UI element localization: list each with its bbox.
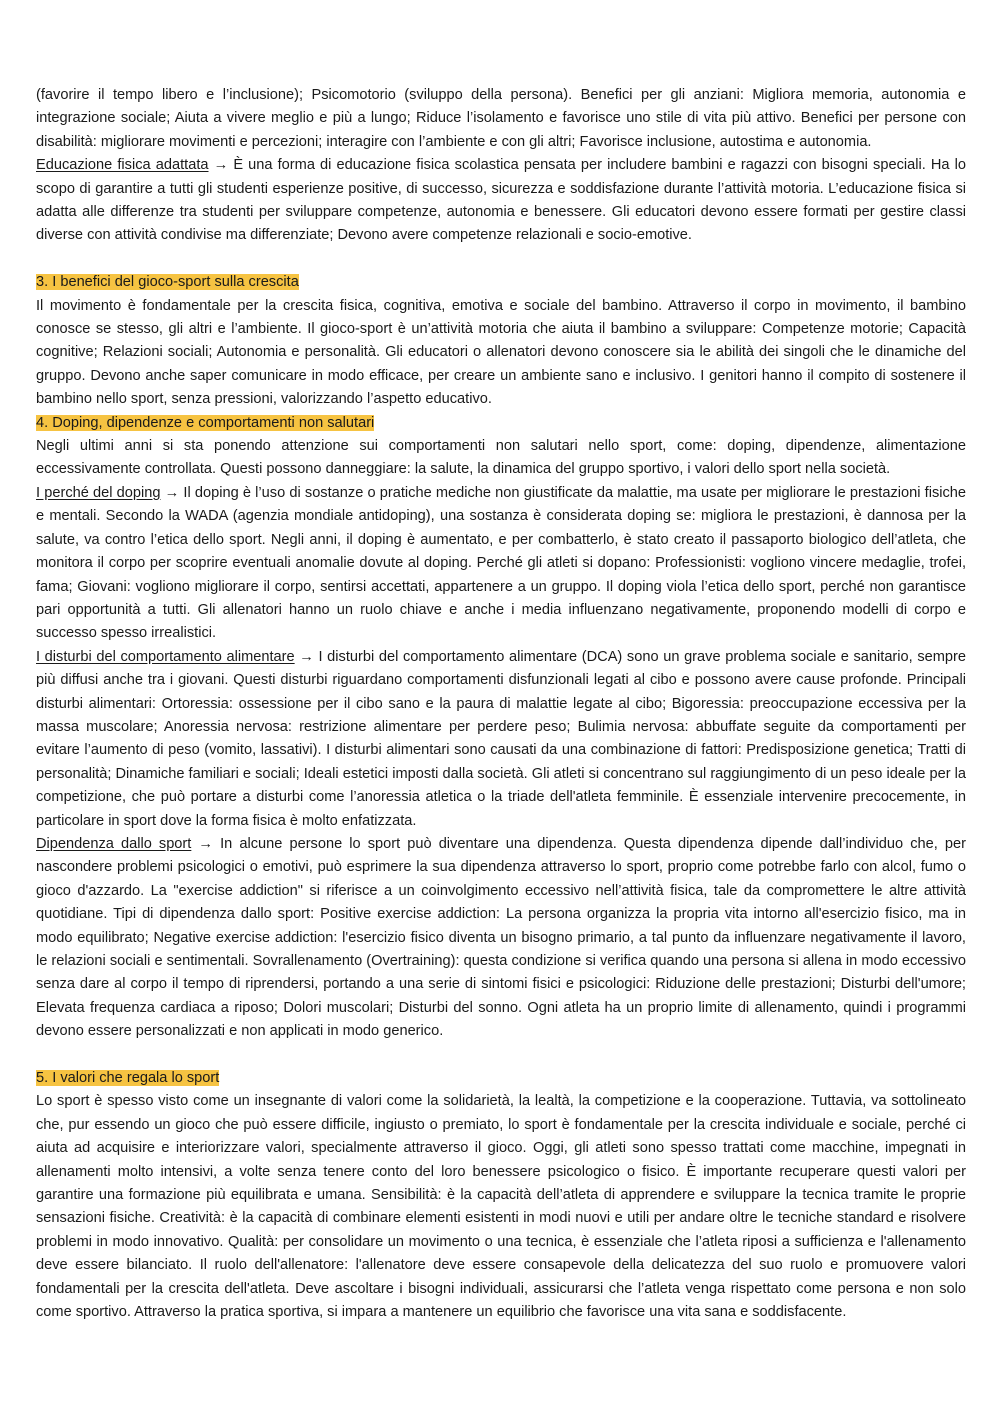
section4-paragraph: [36, 435, 966, 1044]
section4-heading-text: 4. Doping, dipendenze e comportamenti non salutari: [36, 414, 375, 431]
section2-intro-text: (favorire il tempo libero e l’inclusione); Psicomotorio (sviluppo della persona). Benefici per gli anziani: Migliora memoria, autonomia e integrazione sociale; Aiuta a vivere meglio e più a lungo; Riduce l’isolamento e favorisce uno stile di vita più attivo. Benefici per persone con disabilità: migliorare movimenti e percezioni; interagire con l’ambiente e con gli altri; Favorisce inclusione, autostima e autonomia.: [36, 87, 966, 150]
doping-subheading: I perché del doping: [36, 484, 161, 501]
blank-line: [36, 1044, 966, 1067]
section3-heading-text: 3. I benefici del gioco-sport sulla crescita: [36, 274, 299, 291]
doping-text: → Il doping è l’uso di sostanze o pratiche mediche non giustificate da malattie, ma usate per migliorare le prestazioni fisiche e mentali. Secondo la WADA (agenzia mondiale antidoping), una sostanza è considerata doping se: migliora le prestazioni, è dannosa per la salute, va contro l’etica dello sport. Negli anni, il doping è aumentato, e per combatterlo, è stato creato il passaporto biologico dell’atleta, che monitora il corpo per scoprire eventuali anomalie dovute al doping. Perché gli atleti si dopano: Professionisti: vogliono vincere medaglie, trofei, fama; Giovani: vogliono migliorare il corpo, sentirsi accettati, appartenere a un gruppo. Il doping viola l’etica dello sport, perché non garantisce pari opportunità a tutti. Gli allenatori hanno un ruolo chiave e anche i media influenzano negativamente, proponendo modelli di corpo e successo spesso irrealistici.: [36, 484, 967, 642]
adapted-pe-text: → È una forma di educazione fisica scolastica pensata per includere bambini e ragazzi con bisogni speciali. Ha lo scopo di garantire a tutti gli studenti esperienze positive, di successo, sicurezza e soddisfazione durante l’attività motoria. L’educazione fisica si adatta alle differenze tra studenti per sviluppare competenze, autonomia e benessere. Gli educatori devono essere formati per gestire classi diverse con attività condivise ma differenziate; Devono avere competenze relazionali e socio-emotive.: [36, 157, 967, 244]
section3-text: Il movimento è fondamentale per la crescita fisica, cognitiva, emotiva e sociale del bambino. Attraverso il corpo in movimento, il bambino conosce se stesso, gli altri e l’ambiente. Il gioco-sport è un’attività motoria che aiuta il bambino a sviluppare: Competenze motorie; Capacità cognitive; Relazioni sociali; Autonomia e personalità. Gli educatori o allenatori devono conoscere sia le abilità dei singoli che le dinamiche del gruppo. Devono anche saper comunicare in modo efficace, per creare un ambiente sano e inclusivo. I genitori hanno il compito di sostenere il bambino nello sport, senza pressioni, valorizzando l’aspetto educativo.: [36, 297, 966, 408]
section3-heading: [36, 271, 966, 294]
section5-heading: [36, 1067, 966, 1090]
sport-addiction-subheading: Dipendenza dallo sport: [36, 835, 192, 852]
blank-line: [36, 248, 966, 271]
adapted-pe-subheading: Educazione fisica adattata: [36, 157, 209, 174]
eating-disorders-text: → I disturbi del comportamento alimentare (DCA) sono un grave problema sociale e sanitario, sempre più diffusi anche tra i giovani. Questi disturbi riguardano comportamenti disfunzionali legati al cibo e possono avere cause profonde. Principali disturbi alimentari: Ortoressia: ossessione per il cibo sano e la paura di malattie legate al cibo; Bigoressia: preoccupazione eccessiva per la massa muscolare; Anoressia nervosa: restrizione alimentare per perdere peso; Bulimia nervosa: abbuffate seguite da comportamenti per evitare l’aumento di peso (vomito, lassativi). I disturbi alimentari sono causati da una combinazione di fattori: Predisposizione genetica; Tratti di personalità; Dinamiche familiari e sociali; Ideali estetici imposti dalla società. Gli atleti si concentrano sul raggiungimento di un peso ideale per la competizione, che può portare a disturbi come l’anoressia atletica o la triade dell'atleta femminile. È essenziale intervenire precocemente, in particolare in sport dove la forma fisica è molto enfatizzata.: [36, 648, 966, 829]
section5-heading-text: 5. I valori che regala lo sport: [36, 1070, 220, 1087]
section4-intro-text: Negli ultimi anni si sta ponendo attenzione sui comportamenti non salutari nello sport, come: doping, dipendenze, alimentazione eccessivamente controllata. Questi possono danneggiare: la salute, la dinamica del gruppo sportivo, i valori dello sport nella società.: [36, 438, 966, 478]
section5-text: Lo sport è spesso visto come un insegnante di valori come la solidarietà, la lealtà, la competizione e la cooperazione. Tuttavia, va sottolineato che, pur essendo un gioco che può essere difficile, ingiusto o premiato, lo sport è fondamentale per la crescita individuale e sociale, perché ci aiuta ad acquisire e interiorizzare valori, specialmente attraverso il gioco. Oggi, gli atleti sono spesso trattati come macchine, impegnati in allenamenti molto intensivi, a volte senza tenere conto del loro benessere psicologico o fisico. È importante recuperare questi valori per garantire una formazione più equilibrata e umana. Sensibilità: è la capacità dell’atleta di apprendere e sviluppare la tecnica tramite le proprie sensazioni fisiche. Creatività: è la capacità di combinare elementi esistenti in modi nuovi e utili per andare oltre le tecniche standard e risolvere problemi in modo innovativo. Qualità: per consolidare un movimento o una tecnica, è essenziale che l’atleta riposi a sufficienza e l'allenamento deve essere bilanciato. Il ruolo dell'allenatore: l'allenatore deve essere consapevole della delicatezza del suo ruolo e promuovere valori fondamentali per la crescita dell'atleta. Deve ascoltare i bisogni individuali, assicurarsi che l’atleta venga rispettato come persona e non solo come sportivo. Attraverso la pratica sportiva, si impara a mantenere un equilibrio che favorisce una vita sana e soddisfacente.: [36, 1093, 966, 1321]
section3-paragraph: [36, 295, 966, 412]
section4-heading: [36, 412, 966, 435]
document-page: [36, 84, 966, 1325]
section2-intro-paragraph: [36, 84, 966, 248]
sport-addiction-text: → In alcune persone lo sport può diventare una dipendenza. Questa dipendenza dipende dall’individuo che, per nascondere problemi psicologici o emotivi, può esprimere la sua dipendenza attraverso lo sport, proprio come potrebbe farlo con alcol, fumo o gioco d'azzardo. La "exercise addiction" si riferisce a un coinvolgimento eccessivo nell’attività fisica, tale da compromettere le altre attività quotidiane. Tipi di dipendenza dallo sport: Positive exercise addiction: La persona organizza la propria vita intorno all'esercizio fisico, ma in modo equilibrato; Negative exercise addiction: l'esercizio fisico diventa un bisogno primario, a tal punto da influenzare negativamente il lavoro, le relazioni sociali e sentimentali. Sovrallenamento (Overtraining): questa condizione si verifica quando una persona si allena in modo eccessivo senza dare al corpo il tempo di riprendersi, portando a una serie di sintomi fisici e psicologici: Riduzione delle prestazioni; Disturbi dell'umore; Elevata frequenza cardiaca a riposo; Dolori muscolari; Disturbi del sonno. Ogni atleta ha un proprio limite di allenamento, quindi i programmi devono essere personalizzati e non applicati in modo generico.: [36, 835, 966, 1040]
section5-paragraph: [36, 1090, 966, 1324]
eating-disorders-subheading: I disturbi del comportamento alimentare: [36, 648, 295, 665]
